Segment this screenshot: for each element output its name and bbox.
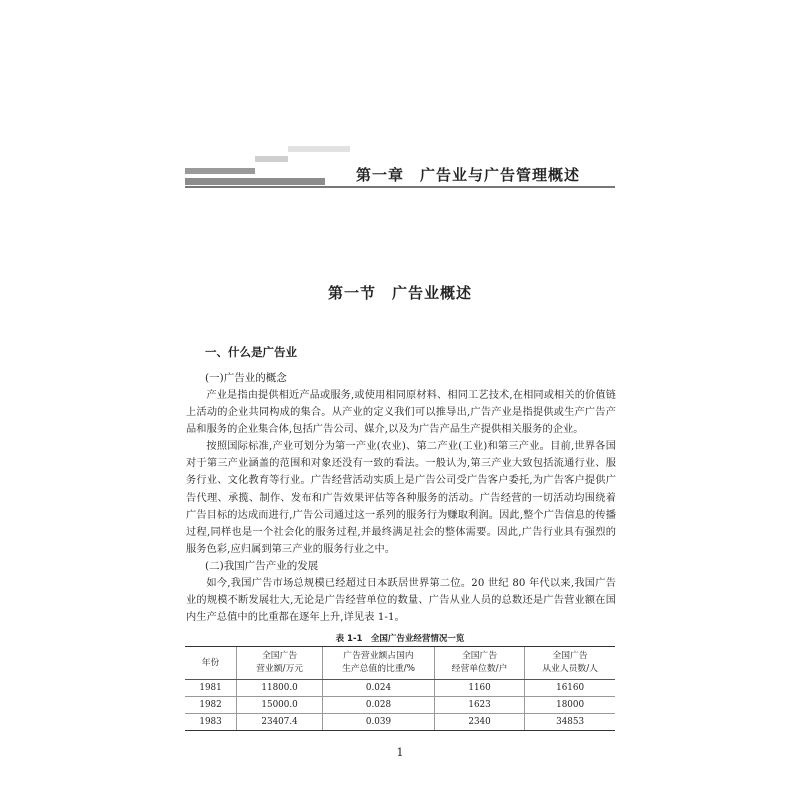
chapter-deco-bar-1 — [288, 146, 350, 152]
table-cell: 1982 — [185, 697, 237, 714]
chapter-deco-bar-4 — [185, 178, 325, 185]
table-cell: 1981 — [185, 680, 237, 697]
header-text: 全国广告 经营单位数/户 — [451, 651, 508, 674]
column-header — [185, 647, 237, 680]
table-cell: 18000 — [525, 697, 615, 714]
table-cell: 0.024 — [323, 680, 435, 697]
column-header — [525, 647, 615, 680]
chapter-rule — [185, 186, 615, 188]
table-cell: 16160 — [525, 680, 615, 697]
table-cell: 0.039 — [323, 714, 435, 731]
table-cell: 15000.0 — [237, 697, 323, 714]
table-caption: 表 1-1 全国广告业经营情况一览 — [335, 634, 465, 644]
table-cell: 1160 — [434, 680, 524, 697]
table-row — [185, 714, 615, 731]
data-table — [185, 646, 615, 731]
header-text: 广告营业额占国内 生产总值的比重/% — [342, 651, 415, 674]
table-cell: 34853 — [525, 714, 615, 731]
paragraph: 如今,我国广告市场总规模已经超过日本跃居世界第二位。20 世纪 80 年代以来,我国广告业的规模不断发展壮大,无论是广告经营单位的数量、广告从业人员的总数还是广告营业额在国内生产总值中的比重都在逐年上升,详见表 1-1。 — [186, 578, 616, 624]
chapter-deco-bar-3 — [185, 168, 255, 174]
table-cell: 0.028 — [323, 697, 435, 714]
section-title: 第一节 广告业概述 — [327, 284, 472, 302]
column-header — [323, 647, 435, 680]
paragraph: 产业是指由提供相近产品或服务,或使用相同原材料、相同工艺技术,在相同或相关的价值链上活动的企业共同构成的集合。从产业的定义我们可以推导出,广告产业是指提供或生产广告产品和服务的企业集合体,包括广告公司、媒介,以及为广告产品生产提供相关服务的企业。 — [186, 390, 616, 436]
chapter-title: 第一章 广告业与广告管理概述 — [356, 166, 581, 184]
header-text: 全国广告 营业额/万元 — [256, 651, 304, 674]
table-cell: 1983 — [185, 714, 237, 731]
table-row — [185, 697, 615, 714]
paragraph: 按照国际标准,产业可划分为第一产业(农业)、第二产业(工业)和第三产业。目前,世界各国对于第三产业涵盖的范围和对象还没有一致的看法。一般认为,第三产业大致包括流通行业、服务行业、文化教育等行业。广告经营活动实质上是广告公司受广告客户委托,为广告客户提供广告代理、承揽、制作、发布和广告效果评估等各种服务的活动。广告经营的一切活动均围绕着广告目标的达成而进行,广告公司通过这一系列的服务行为赚取利润。因此,整个广告信息的传播过程,同样也是一个社会化的服务过程,并最终满足社会的整体需要。因此,广告行业具有强烈的服务色彩,应归属到第三产业的服务行业之中。 — [186, 441, 616, 556]
table-cell: 2340 — [434, 714, 524, 731]
table-cell: 23407.4 — [237, 714, 323, 731]
table-cell: 1623 — [434, 697, 524, 714]
subheading-development: (二)我国广告产业的发展 — [205, 560, 319, 572]
subheading-concept: (一)广告业的概念 — [205, 372, 287, 384]
header-text: 年份 — [201, 657, 220, 668]
header-text: 全国广告 从业人员数/人 — [542, 651, 598, 674]
column-header — [434, 647, 524, 680]
heading-level1: 一、什么是广告业 — [205, 345, 297, 359]
chapter-deco-bar-2 — [255, 156, 288, 162]
table-row — [185, 680, 615, 697]
page-number: 1 — [396, 746, 404, 759]
table-cell: 11800.0 — [237, 680, 323, 697]
column-header — [237, 647, 323, 680]
table-header-row — [185, 647, 615, 680]
